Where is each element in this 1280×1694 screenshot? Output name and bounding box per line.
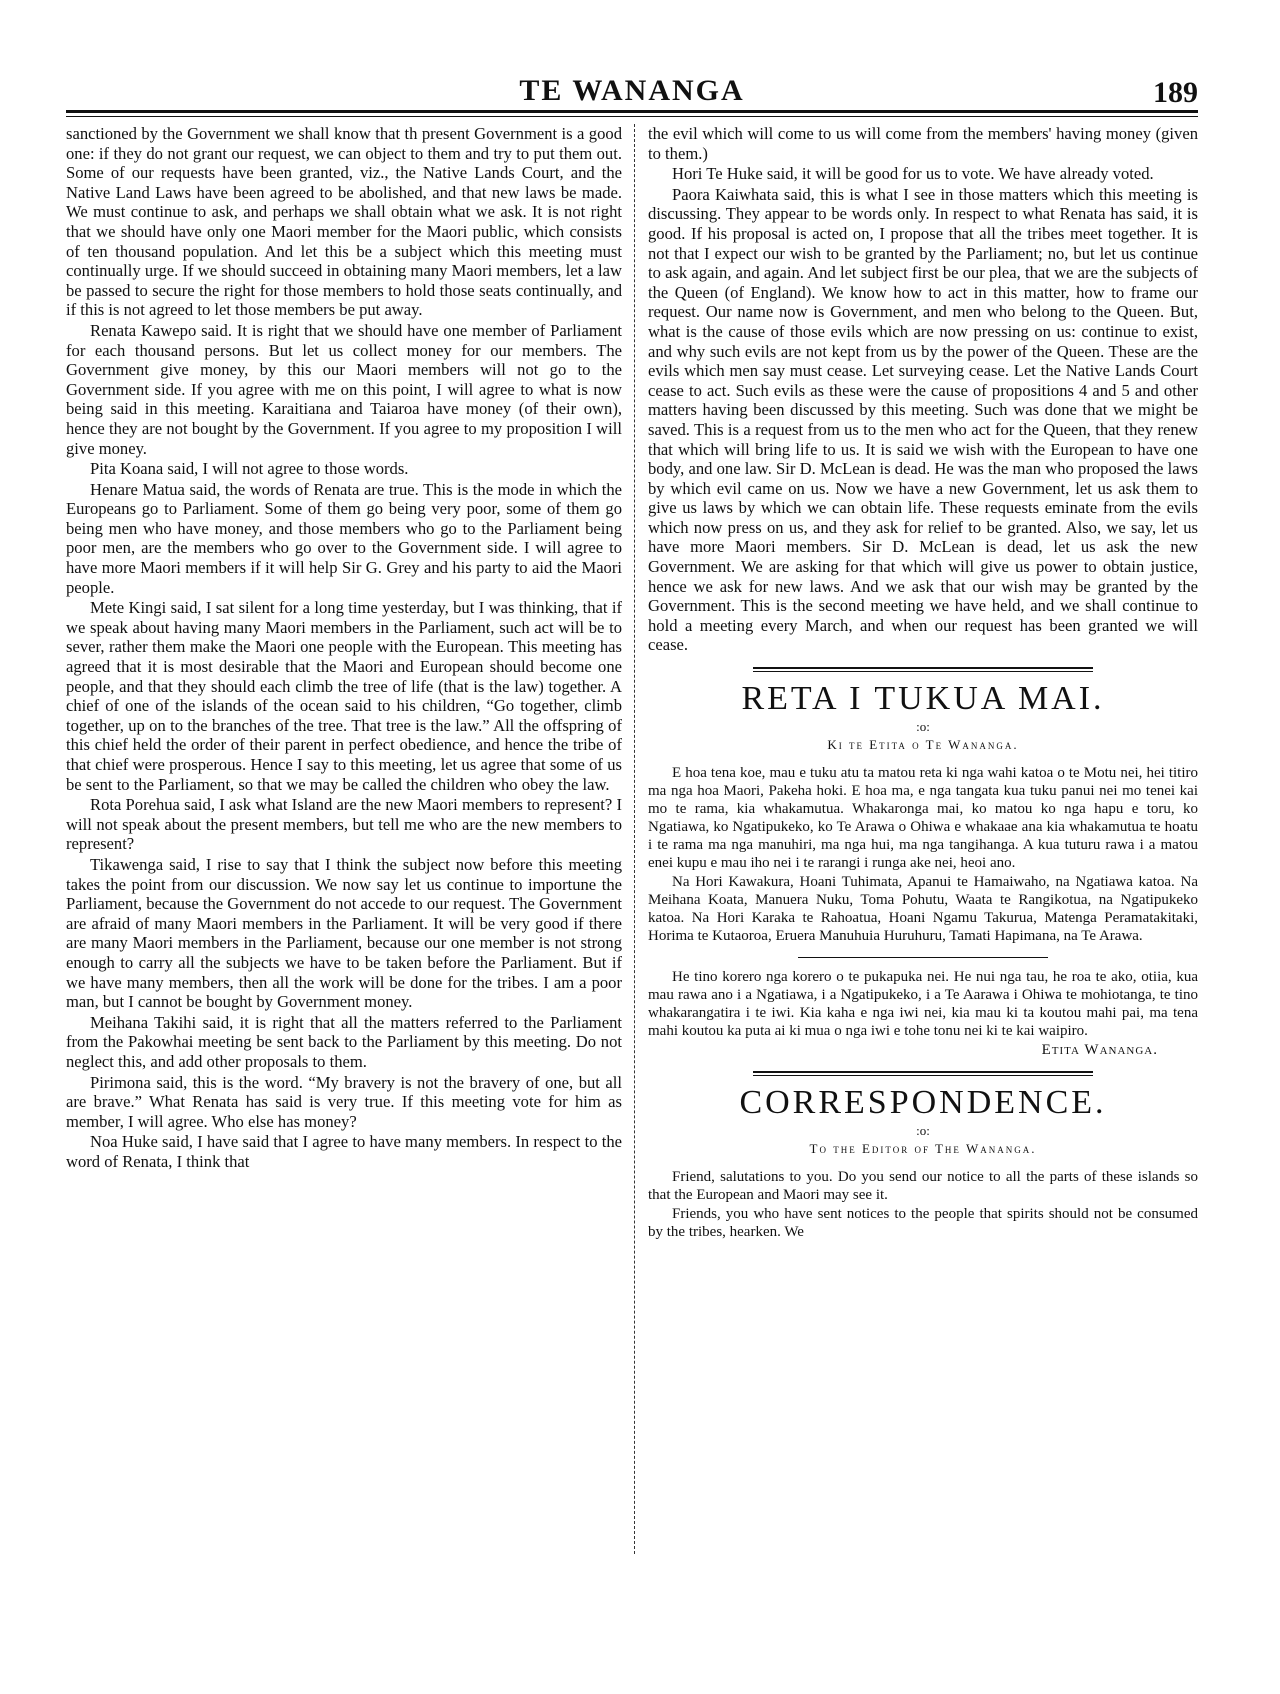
paragraph: Meihana Takihi said, it is right that all the matters referred to the Parliament from the Pakowhai meeting be sent back to the Parliament by this meeting. Do not neglect this, and add other proposals to them. <box>66 1012 622 1071</box>
section-subtitle: Ki te Etita o Te Wananga. <box>827 737 1019 753</box>
paragraph: Na Hori Kawakura, Hoani Tuhimata, Apanui te Hamaiwaho, na Ngatiawa katoa. Na Meihana Koata, Manuera Nuku, Toma Pohutu, Waata te Rangikotua, na Ngatipukeko katoa. Na Hori Karaka te Rahoatua, Hoani Ngamu Takurua, Matenga Peramatakitaki, Horima te Kutaoroa, Eruera Manuhuia Huruhuru, Tamati Hapimana, na Te Arawa. <box>648 874 1198 945</box>
paragraph: Friend, salutations to you. Do you send our notice to all the parts of these islands so that the European and Maori may see it. <box>648 1169 1198 1204</box>
right-column <box>648 124 1198 1564</box>
paragraph: Pirimona said, this is the word. “My bravery is not the bravery of one, but all are brave.” What Renata has said is very true. If this meeting vote for him as member, I will agree. Who else has money? <box>66 1072 622 1131</box>
page-number: 189 <box>1153 76 1198 109</box>
editor-paragraph: He tino korero nga korero o te pukapuka nei. He nui nga tau, he roa te ako, otiia, kua mau rawa ano i a Ngatiawa, i a Ngatipukeko, i a Te Aarawa i Ohiwa te mohiotanga, te tino whakarangatira i te iwi. Kia kaha e nga iwi nei, kia mau ki ta koutou mahi pai, ma tena mahi koutou ka puta ai ki mua o nga iwi e tohe tonu nei ki te kai waipiro. <box>648 969 1198 1040</box>
signature: Etita Wananga. <box>1041 1042 1158 1059</box>
section-subtitle: To the Editor of The Wananga. <box>809 1141 1037 1157</box>
paragraph: Pita Koana said, I will not agree to those words. <box>90 459 409 479</box>
paragraph: the evil which will come to us will come from the members' having money (given to them.) <box>648 124 1198 163</box>
paragraph: Henare Matua said, the words of Renata are true. This is the mode in which the Europeans go to Parliament. Some of them go being very poor, some of them go being men who have money, and those members who go to the Parliament being poor men, are the members who go over to the Government side. I will agree to have more Maori members if it will help Sir G. Grey and his party to aid the Maori people. <box>66 479 622 597</box>
section-rule <box>753 667 1093 672</box>
paragraph: Rota Porehua said, I ask what Island are the new Maori members to represent? I will not speak about the present members, but tell me who are the new members to represent? <box>66 795 622 854</box>
section-rule <box>753 1071 1093 1076</box>
header-rule <box>66 110 1198 113</box>
column-divider <box>634 124 635 1554</box>
paragraph: E hoa tena koe, mau e tuku atu ta matou reta ki nga wahi katoa o te Motu nei, hei titiro ma nga hoa Maori, Pakeha hoki. E hoa ma, e nga tangata kua tuku panui nei mo tenei kai mo te rama, kia whakamutua. Whakaronga mai, ko matou ko nga hapu e toru, ko Ngatiawa, ko Ngatipukeko, ko Te Arawa o Ohiwa e whakaae ana kia whakamutua te hoatu i te rama ma nga manuhiri, ma nga hui, ma nga tangihanga. A kua tuturu rawa i a matou enei kupu e mau iho nei i te rarangi i runga ake nei, heoi ano. <box>648 765 1198 872</box>
paragraph: Noa Huke said, I have said that I agree to have many members. In respect to the word of Renata, I think that <box>66 1132 622 1171</box>
section-separator: :o: <box>916 719 930 735</box>
section-title-reta: RETA I TUKUA MAI. <box>741 680 1105 718</box>
newspaper-title: TE WANANGA <box>519 74 745 107</box>
paragraph: Tikawenga said, I rise to say that I think the subject now before this meeting takes the point from our discussion. We now say let us continue to importune the Parliament, because the Government do not accede to our request. The Government are afraid of many Maori members in the Parliament. It will be very good if there are many Maori members in the Parliament, because our one member is not strong enough to carry all the subjects we have to be taken before the Parliament. But if we have many members, then all the work will be done for the tribes. I am a poor man, but I cannot be bought by Government money. <box>66 854 622 1012</box>
paragraph: Paora Kaiwhata said, this is what I see in those matters which this meeting is discussing. They appear to be words only. In respect to what Renata has said, it is good. If his proposal is acted on, I propose that all the tribes meet together. It is not that I expect our wish to be granted by the Parliament; no, but let us continue to ask again, and again. And let subject first be our plea, that we are the subjects of the Queen (of England). We know how to act in this matter, how to frame our request. Our name now is Government, and men who belong to the Queen. But, what is the cause of those evils which are now pressing on us: continue to exist, and why such evils are not kept from us by the power of the Queen. These are the evils which men say must cease. Let surveying cease. Let the Native Lands Court cease to act. Such evils as these were the cause of propositions 4 and 5 and other matters having been discussed by this meeting. Such was done that we might be saved. This is a request from us to the men who act for the Queen, that they renew that which will bring life to us. It is said we wish with the European to have one body, and one law. Sir D. McLean is dead. He was the man who proposed the laws by which evil came on us. Now we have a new Government, let us ask them to give us laws by which we can obtain life. These requests eminate from the evils which now press on us, and they ask for relief to be granted. Also, we say, let us have more Maori members. Sir D. McLean is dead, let us ask the new Government. We are asking for that which will give us power to obtain justice, hence we ask for new laws. And we ask that our wish may be granted by the Government. This is the second meeting we have held, and we shall continue to hold a meeting every March, and when our request has been granted we will cease. <box>648 184 1198 655</box>
paragraph: Friends, you who have sent notices to the people that spirits should not be consumed by the tribes, hearken. We <box>648 1206 1198 1241</box>
paragraph: Renata Kawepo said. It is right that we should have one member of Parliament for each thousand persons. But let us collect money for our members. The Government give money, by this our Maori members will not go to the Government side. If you agree with me on this point, I will agree to what is now being said in this meeting. Karaitiana and Taiaroa have money (of their own), hence they are not bought by the Government. If you agree to my proposition I will give money. <box>66 320 622 458</box>
section-title-correspondence: CORRESPONDENCE. <box>739 1084 1107 1122</box>
paragraph: sanctioned by the Government we shall know that th present Government is a good one: if they do not grant our request, we can object to them and try to put them out. Some of our requests have been granted, viz., the Native Lands Court, and the Native Land Laws have been agreed to be abolished, and that new laws be made. We must continue to ask, and perhaps we shall obtain what we ask. It is not right that we should have only one Maori member for the Maori public, which consists of ten thousand population. And let this be a subject which this meeting must continually urge. If we should succeed in obtaining many Maori members, let a law be passed to secure the right for those members to hold those seats continually, and if this is not agreed to let those members be put away. <box>66 124 622 320</box>
short-rule <box>798 957 1048 958</box>
paragraph: Hori Te Huke said, it will be good for us to vote. We have already voted. <box>672 164 1154 184</box>
section-separator: :o: <box>916 1123 930 1139</box>
paragraph: Mete Kingi said, I sat silent for a long time yesterday, but I was thinking, that if we speak about having many Maori members in the Parliament, such act will be to sever, rather them make the Maori one people with the European. This meeting has agreed that it is most desirable that the Maori and European should become one people, and that they should each climb the tree of life (that is the law) together. A chief of one of the islands of the ocean said to his children, “Go together, climb together, up on to the branches of the tree. That tree is the law.” All the offspring of this chief held the order of their parent in perfect obedience, and hence the tribe of that chief were prosperous. Hence I say to this meeting, let us agree that some of us be sent to the Parliament, so that we may be called the children who obey the law. <box>66 598 622 794</box>
header-rule-thin <box>66 116 1198 117</box>
masthead <box>66 72 1198 109</box>
left-column <box>66 124 622 1564</box>
